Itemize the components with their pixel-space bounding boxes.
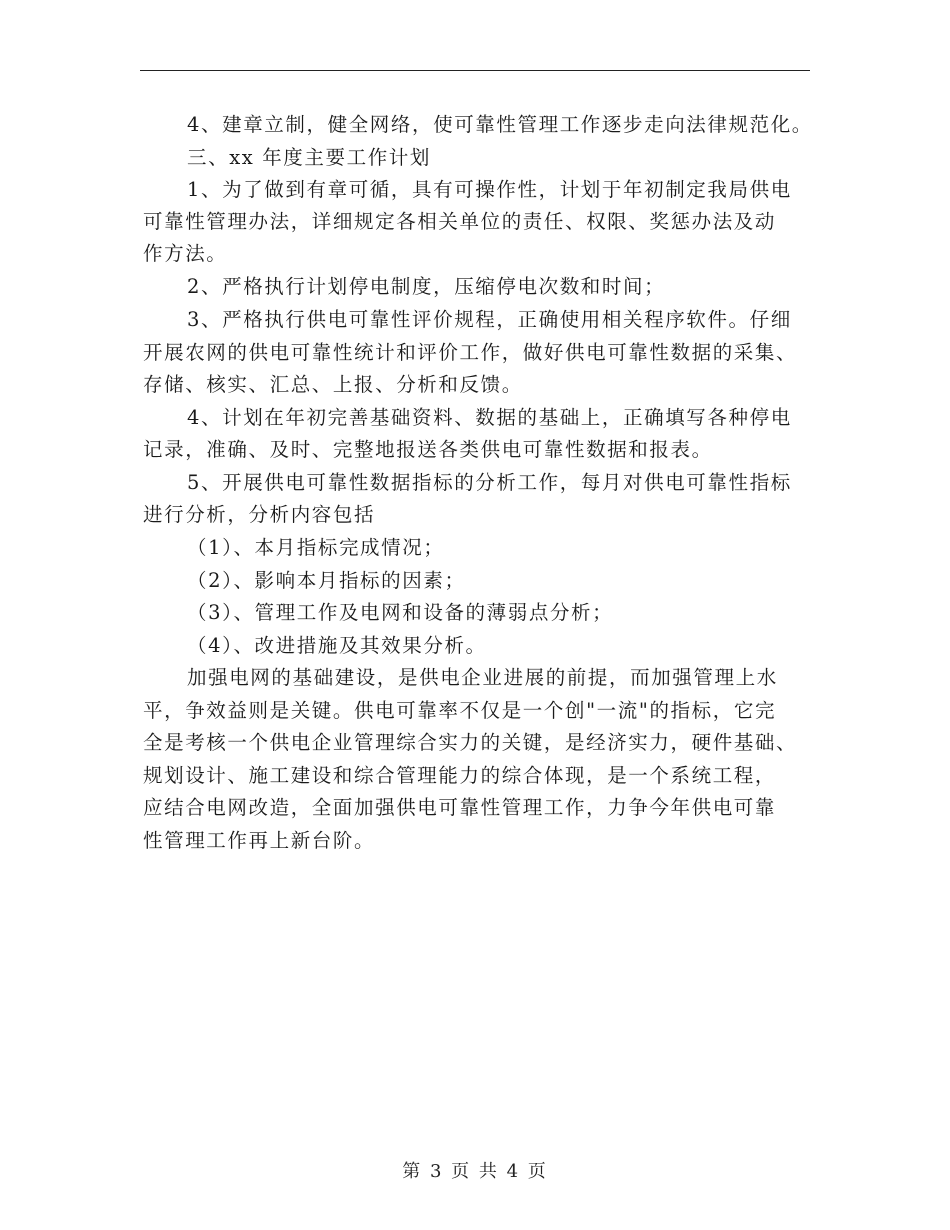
paragraph-line: 平，争效益则是关键。供电可靠率不仅是一个创"一流"的指标，它完 <box>143 699 777 722</box>
paragraph-line: 全是考核一个供电企业管理综合实力的关键，是经济实力，硬件基础、 <box>143 731 798 754</box>
paragraph-line: 开展农网的供电可靠性统计和评价工作，做好供电可靠性数据的采集、 <box>143 341 798 364</box>
section-heading: 三、xx 年度主要工作计划 <box>187 146 431 169</box>
paragraph-line: 1、为了做到有章可循，具有可操作性，计划于年初制定我局供电 <box>187 178 792 201</box>
paragraph-line: 规划设计、施工建设和综合管理能力的综合体现，是一个系统工程， <box>143 764 777 787</box>
paragraph-line: 加强电网的基础建设，是供电企业进展的前提，而加强管理上水 <box>187 666 778 689</box>
paragraph-line: 存储、核实、汇总、上报、分析和反馈。 <box>143 373 523 396</box>
paragraph-line: 进行分析，分析内容包括 <box>143 503 376 526</box>
paragraph-line: 应结合电网改造，全面加强供电可靠性管理工作，力争今年供电可靠 <box>143 796 777 819</box>
list-item: （3）、管理工作及电网和设备的薄弱点分析； <box>187 601 614 624</box>
paragraph-line: 5、开展供电可靠性数据指标的分析工作，每月对供电可靠性指标 <box>187 471 792 494</box>
paragraph-line: 2、严格执行计划停电制度，压缩停电次数和时间； <box>187 275 666 298</box>
paragraph-line: 4、建章立制，健全网络，使可靠性管理工作逐步走向法律规范化。 <box>187 113 813 136</box>
paragraph-line: 作方法。 <box>143 242 228 265</box>
paragraph-line: 性管理工作再上新台阶。 <box>143 829 376 852</box>
page-footer: 第 3 页 共 4 页 <box>402 1161 548 1182</box>
list-item: （1）、本月指标完成情况； <box>187 536 445 559</box>
list-item: （2）、影响本月指标的因素； <box>187 569 466 592</box>
paragraph-line: 可靠性管理办法，详细规定各相关单位的责任、权限、奖惩办法及动 <box>143 210 777 233</box>
list-item: （4）、改进措施及其效果分析。 <box>187 634 487 657</box>
header-rule <box>140 70 810 71</box>
paragraph-line: 4、计划在年初完善基础资料、数据的基础上，正确填写各种停电 <box>187 406 792 429</box>
paragraph-line: 记录，准确、及时、完整地报送各类供电可靠性数据和报表。 <box>143 438 713 461</box>
paragraph-line: 3、严格执行供电可靠性评价规程，正确使用相关程序软件。仔细 <box>187 308 792 331</box>
